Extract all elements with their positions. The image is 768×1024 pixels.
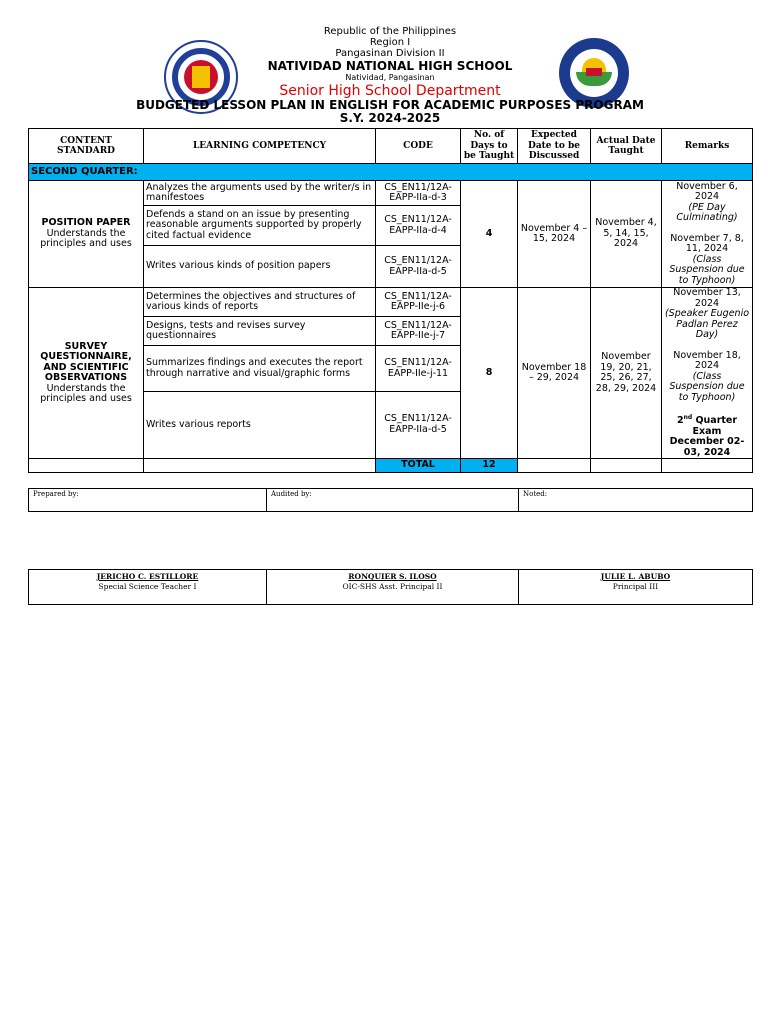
signatory-name: JULIE L. ABUBO <box>600 572 671 581</box>
competency-cell: Writes various kinds of position papers <box>144 246 376 288</box>
table-row <box>29 181 753 206</box>
code-cell: CS_EN11/12A-EAPP-IIa-d-5 <box>376 246 461 288</box>
exam-ordinal: 2 <box>676 415 684 427</box>
column-header: Actual Date Taught <box>591 129 662 164</box>
remarks-cell <box>662 288 753 459</box>
signature-names <box>28 569 753 605</box>
signatory <box>29 570 267 605</box>
quarter-label: SECOND QUARTER: <box>29 164 753 181</box>
signatory-position: OIC-SHS Asst. Principal II <box>342 582 443 591</box>
competency-cell: Summarizes findings and executes the report through narrative and visual/graphic forms <box>144 346 376 391</box>
code-cell: CS_EN11/12A-EAPP-IIa-d-4 <box>376 206 461 246</box>
header-region: Region I <box>369 37 411 48</box>
column-header: CODE <box>376 129 461 164</box>
expected-date-cell: November 18 – 29, 2024 <box>518 288 591 459</box>
school-name: NATIVIDAD NATIONAL HIGH SCHOOL <box>267 59 513 73</box>
actual-date-cell: November 4, 5, 14, 15, 2024 <box>591 181 662 288</box>
expected-date-cell: November 4 – 15, 2024 <box>518 181 591 288</box>
signatory <box>267 570 519 605</box>
column-header: Expected Date to be Discussed <box>518 129 591 164</box>
exam-text: Quarter Exam December 02-03, 2024 <box>669 415 745 458</box>
header-division: Pangasinan Division II <box>335 48 445 59</box>
standard-desc: Understands the principles and uses <box>40 227 132 250</box>
code-cell: CS_EN11/12A-EAPP-IIa-d-5 <box>376 391 461 458</box>
code-cell: CS_EN11/12A-EAPP-IIe-j-6 <box>376 288 461 317</box>
noted-label: Noted: <box>519 489 753 512</box>
header-country: Republic of the Philippines <box>323 26 457 37</box>
exam-ordinal-suffix: nd <box>683 414 693 421</box>
signature-labels <box>28 488 753 512</box>
signatory-name: RONQUIER S. ILOSO <box>348 572 437 581</box>
school-location: Natividad, Pangasinan <box>345 73 435 82</box>
lesson-plan-table <box>28 128 753 473</box>
signatory-position: Principal III <box>612 582 659 591</box>
signatory <box>519 570 753 605</box>
quarter-row <box>29 164 753 181</box>
total-row <box>29 459 753 473</box>
signatory-name: JERICHO C. ESTILLORE <box>96 572 199 581</box>
remark-note: (PE Day Culminating) <box>676 201 738 224</box>
column-header: No. of Days to be Taught <box>461 129 518 164</box>
competency-cell: Determines the objectives and structures of various kinds of reports <box>144 288 376 317</box>
document-title: BUDGETED LESSON PLAN IN ENGLISH FOR ACADEMIC PURPOSES PROGRAM <box>136 98 644 112</box>
column-header: LEARNING COMPETENCY <box>144 129 376 164</box>
column-header: CONTENT STANDARD <box>29 129 144 164</box>
remarks-cell <box>662 181 753 288</box>
school-year: S.Y. 2024-2025 <box>339 111 441 125</box>
document-header <box>0 26 768 125</box>
standard-title: SURVEY QUESTIONNAIRE, AND SCIENTIFIC OBSERVATIONS <box>40 340 132 384</box>
remark-note: (Speaker Eugenio Padlan Perez Day) <box>664 308 750 340</box>
content-standard-cell <box>29 288 144 459</box>
prepared-by-label: Prepared by: <box>29 489 267 512</box>
code-cell: CS_EN11/12A-EAPP-IIa-d-3 <box>376 181 461 206</box>
table-row <box>29 288 753 317</box>
exam-remark <box>664 413 750 458</box>
standard-desc: Understands the principles and uses <box>40 382 132 405</box>
days-cell: 4 <box>461 181 518 288</box>
competency-cell: Writes various reports <box>144 391 376 458</box>
competency-cell: Designs, tests and revises survey questionnaires <box>144 317 376 346</box>
department-name: Senior High School Department <box>279 83 501 99</box>
remark-date: November 6, 2024 <box>676 180 738 203</box>
days-cell: 8 <box>461 288 518 459</box>
audited-by-label: Audited by: <box>267 489 519 512</box>
remark-date: November 7, 8, 11, 2024 <box>670 232 744 255</box>
competency-cell: Defends a stand on an issue by presenting reasonable arguments supported by properly cited factual evidence <box>144 206 376 246</box>
column-header: Remarks <box>662 129 753 164</box>
remark-date: November 18, 2024 <box>673 349 741 371</box>
table-header-row <box>29 129 753 164</box>
actual-date-cell: November 19, 20, 21, 25, 26, 27, 28, 29, 2024 <box>591 288 662 459</box>
total-value: 12 <box>461 459 518 473</box>
remark-note: (Class Suspension due to Typhoon) <box>669 253 745 286</box>
code-cell: CS_EN11/12A-EAPP-IIe-j-7 <box>376 317 461 346</box>
signatory-position: Special Science Teacher I <box>98 582 197 591</box>
remark-date: November 13, 2024 <box>673 287 741 309</box>
total-label: TOTAL <box>376 459 461 473</box>
content-standard-cell <box>29 181 144 288</box>
remark-note: (Class Suspension due to Typhoon) <box>669 370 745 403</box>
competency-cell: Analyzes the arguments used by the writer/s in manifestoes <box>144 181 376 206</box>
standard-title: POSITION PAPER <box>41 217 131 229</box>
code-cell: CS_EN11/12A-EAPP-IIe-j-11 <box>376 346 461 391</box>
